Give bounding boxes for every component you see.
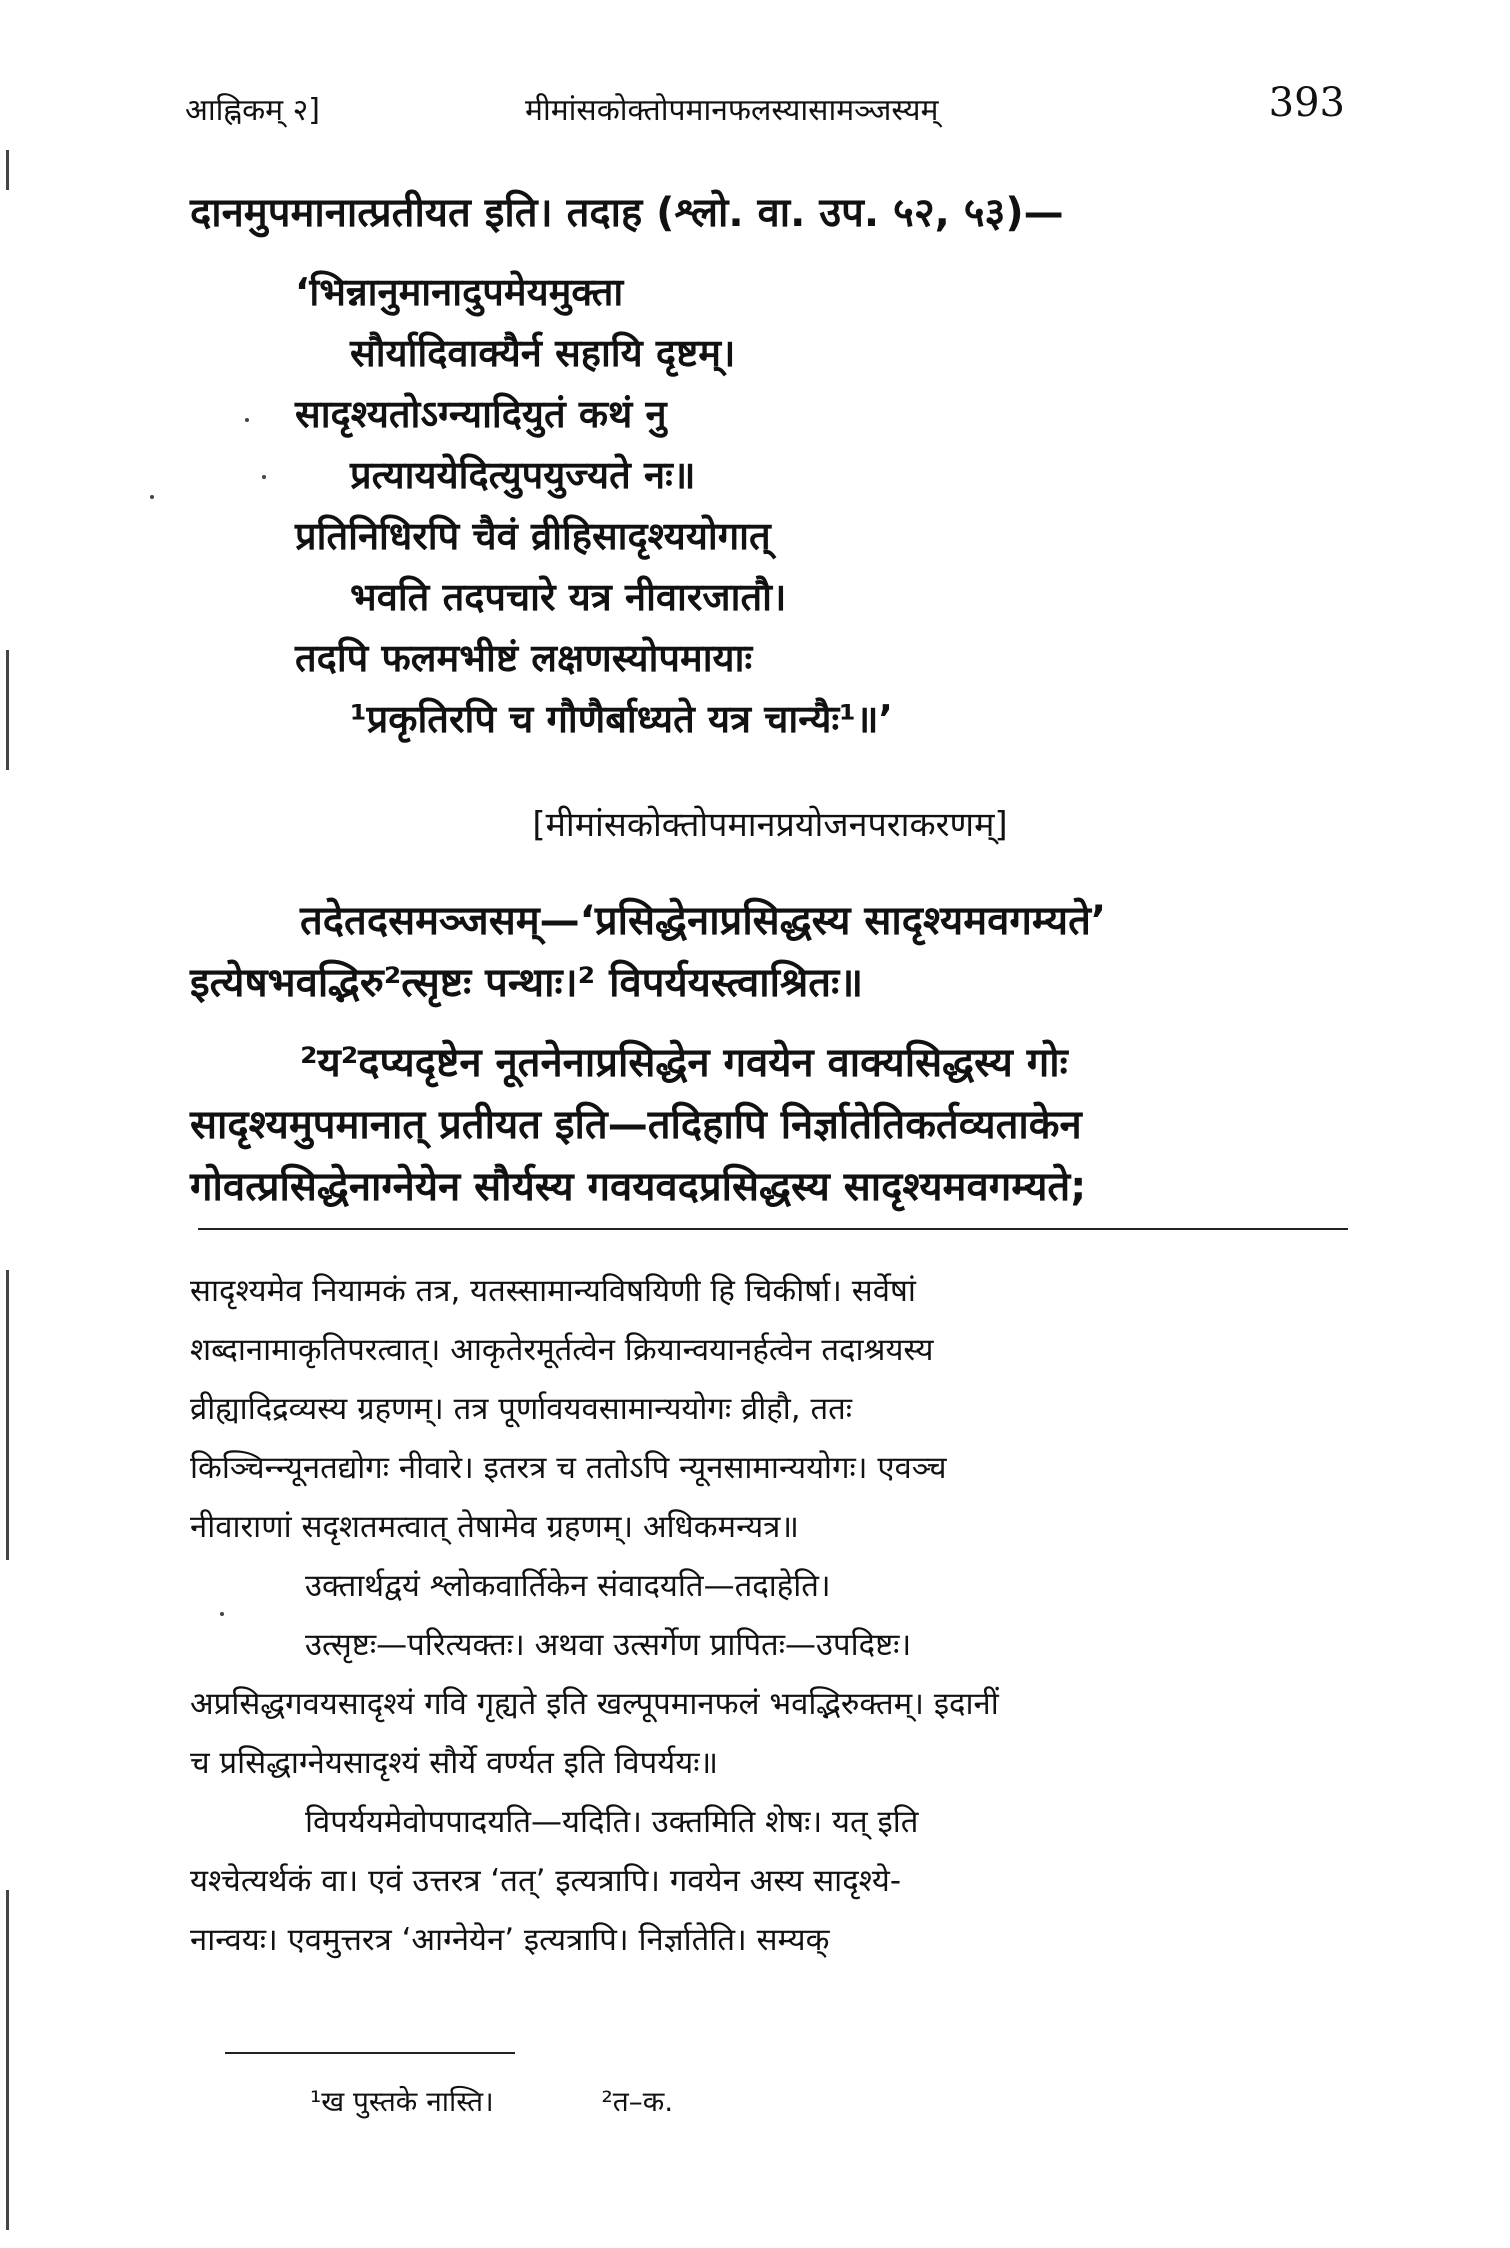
- main-text: [190, 890, 1350, 1218]
- commentary-line: उक्तार्थद्वयं श्लोकवार्तिकेन संवादयति—तदाहेति।: [305, 1568, 831, 1604]
- scan-edge-mark: [6, 150, 9, 190]
- commentary-line: किञ्चिन्न्यूनतद्योगः नीवारे। इतरत्र च ततोऽपि न्यूनसामान्ययोगः। एवञ्च: [190, 1450, 947, 1486]
- commentary-line: शब्दानामाकृतिपरत्वात्। आकृतेरमूर्तत्वेन क्रियान्वयानर्हत्वेन तदाश्रयस्य: [190, 1332, 934, 1368]
- commentary-line: विपर्ययमेवोपपादयति—यदिति। उक्तमिति शेषः। यत् इति: [305, 1804, 919, 1840]
- verse-line: प्रत्याययेदित्युपयुज्यते नः॥: [350, 453, 696, 497]
- commentary-line: नीवाराणां सदृशतमत्वात् तेषामेव ग्रहणम्। अधिकमन्यत्र॥: [190, 1509, 799, 1545]
- verse-line: भवति तदपचारे यत्र नीवारजातौ।: [350, 575, 787, 619]
- verse-line: सौर्यादिवाक्यैर्न सहायि दृष्टम्।: [350, 331, 736, 375]
- footnote-separator: [225, 2052, 515, 2054]
- footnote-2: ²त–क.: [601, 2085, 674, 2118]
- intro-line: [190, 185, 1350, 241]
- main-line: गोवत्प्रसिद्धेनाग्नेयेन सौर्यस्य गवयवदप्रसिद्धस्य सादृश्यमवगम्यते;: [190, 1164, 1087, 1210]
- commentary-line: नान्वयः। एवमुत्तरत्र ‘आग्नेयेन’ इत्यत्रापि। निर्ज्ञातेति। सम्यक्: [190, 1922, 830, 1958]
- commentary-separator: [198, 1228, 1348, 1230]
- commentary-line: उत्सृष्टः—परित्यक्तः। अथवा उत्सर्गेण प्रापितः—उपदिष्टः।: [305, 1627, 912, 1663]
- main-line: सादृश्यमुपमानात् प्रतीयत इति—तदिहापि निर्ज्ञातेतिकर्तव्यताकेन: [190, 1102, 1082, 1148]
- running-title: मीमांसकोक्तोपमानफलस्यासामञ्जस्यम्: [525, 93, 939, 128]
- main-line: ²य²दप्यदृष्टेन नूतनेनाप्रसिद्धेन गवयेन वाक्यसिद्धस्य गोः: [300, 1040, 1068, 1086]
- scan-edge-mark: [6, 650, 9, 770]
- verse-line: प्रतिनिधिरपि चैवं व्रीहिसादृश्ययोगात्: [295, 514, 771, 558]
- page-number: 393: [1268, 80, 1345, 126]
- intro-text: दानमुपमानात्प्रतीयत इति। तदाह (श्लो. वा. उप. ५२, ५३)—: [190, 190, 1064, 236]
- verse-line: सादृश्यतोऽग्न्यादियुतं कथं नु: [295, 392, 667, 436]
- verse-line: ‘भिन्नानुमानादुपमेयमुक्ता: [295, 270, 624, 314]
- main-line: तदेतदसमञ्जसम्—‘प्रसिद्धेनाप्रसिद्धस्य सादृश्यमवगम्यते’: [300, 898, 1107, 944]
- chapter-label: आह्निकम् २]: [185, 93, 320, 128]
- main-line: इत्येषभवद्भिरु²त्सृष्टः पन्थाः।² विपर्ययस्त्वाश्रितः॥: [190, 960, 864, 1006]
- commentary-line: च प्रसिद्धाग्नेयसादृश्यं सौर्ये वर्ण्यत इति विपर्ययः॥: [190, 1745, 719, 1781]
- verse-line: तदपि फलमभीष्टं लक्षणस्योपमायाः: [295, 636, 753, 680]
- footnote-1: ¹ख पुस्तके नास्ति।: [310, 2085, 494, 2118]
- commentary-line: व्रीह्यादिद्रव्यस्य ग्रहणम्। तत्र पूर्णावयवसामान्ययोगः व्रीहौ, ततः: [190, 1391, 853, 1427]
- verse-block: [190, 262, 1350, 750]
- scan-edge-mark: [6, 1270, 9, 1560]
- verse-line: ¹प्रकृतिरपि च गौणैर्बाध्यते यत्र चान्यैः¹॥’: [350, 697, 893, 741]
- footnotes: [310, 2082, 1010, 2120]
- section-heading: [मीमांसकोक्तोपमानप्रयोजनपराकरणम्]: [532, 805, 1008, 845]
- commentary: [190, 1262, 1350, 1970]
- commentary-line: सादृश्यमेव नियामकं तत्र, यतस्सामान्यविषयिणी हि चिकीर्षा। सर्वेषां: [190, 1273, 916, 1309]
- commentary-line: यश्चेत्यर्थकं वा। एवं उत्तरत्र ‘तत्’ इत्यत्रापि। गवयेन अस्य सादृश्ये-: [190, 1863, 902, 1899]
- commentary-line: अप्रसिद्धगवयसादृश्यं गवि गृह्यते इति खल्पूपमानफलं भवद्भिरुक्तम्। इदानीं: [190, 1686, 999, 1722]
- scan-speck: [150, 495, 154, 499]
- running-header: [185, 80, 1345, 140]
- scan-edge-mark: [6, 1890, 9, 2230]
